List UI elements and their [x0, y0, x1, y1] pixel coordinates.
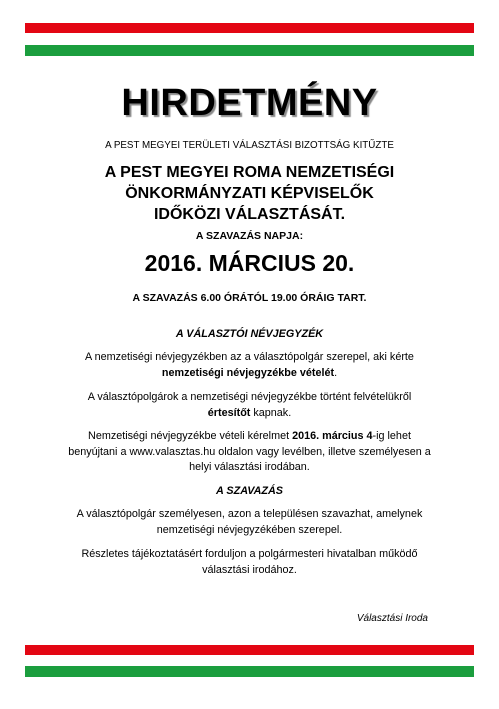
paragraph-line: A választópolgár személyesen, azon a településen szavazhat, amelynek — [76, 508, 423, 520]
election-name-line-2: ÖNKORMÁNYZATI KÉPVISELŐK — [125, 185, 374, 202]
paragraph-line: benyújtani a www.valasztas.hu oldalon vagy levélben, illetve személyesen a — [68, 445, 431, 458]
paragraph-line — [0, 405, 499, 421]
issuer-line: A PEST MEGYEI TERÜLETI VÁLASZTÁSI BIZOTTSÁG KITŰZTE — [105, 140, 394, 151]
paragraph-line — [0, 429, 499, 445]
paragraph-text: Nemzetiségi névjegyzékbe vételi kérelmet — [88, 430, 293, 442]
paragraph-line: nemzetiségi névjegyzékében szerepel. — [156, 524, 343, 536]
bottom-red-stripe — [25, 645, 474, 655]
paragraph-line — [0, 365, 499, 381]
emphasis-text: nemzetiségi névjegyzékbe vételét — [161, 367, 335, 379]
paragraph-text: -ig lehet — [372, 430, 411, 442]
signature: Választási Iroda — [356, 613, 428, 624]
register-paragraph-2 — [0, 389, 499, 421]
paragraph-line: Részletes tájékoztatásért forduljon a polgármesteri hivatalban működő — [81, 548, 418, 560]
paragraph-line: választási irodához. — [202, 564, 297, 576]
paragraph-text: . — [334, 367, 338, 379]
voting-date-label: A SZAVAZÁS NAPJA: — [195, 230, 304, 242]
deadline-date: 2016. március 4 — [292, 430, 373, 442]
voting-date: 2016. MÁRCIUS 20. — [144, 250, 355, 276]
voting-paragraph-2 — [0, 546, 499, 578]
paragraph-text: kapnak. — [250, 407, 292, 419]
top-red-stripe — [25, 23, 474, 33]
election-name-line-1: A PEST MEGYEI ROMA NEMZETISÉGI — [104, 164, 395, 181]
top-green-stripe — [25, 45, 474, 56]
paragraph-line: A választópolgárok a nemzetiségi névjegyzékbe történt felvételükről — [87, 391, 412, 403]
voting-hours: A SZAVAZÁS 6.00 ÓRÁTÓL 19.00 ÓRÁIG TART. — [132, 292, 367, 304]
notice-title: HIRDETMÉNY — [121, 82, 378, 124]
voting-section-heading: A SZAVAZÁS — [216, 485, 283, 497]
paragraph-line: helyi választási irodában. — [189, 461, 310, 473]
voting-paragraph-1 — [0, 506, 499, 538]
election-name — [0, 162, 499, 225]
register-section-heading: A VÁLASZTÓI NÉVJEGYZÉK — [175, 328, 324, 340]
election-name-line-3: IDŐKÖZI VÁLASZTÁSÁT. — [153, 206, 346, 223]
register-paragraph-1 — [0, 349, 499, 381]
bottom-green-stripe — [25, 666, 474, 677]
emphasis-text: értesítőt — [207, 407, 251, 419]
register-paragraph-3 — [0, 429, 499, 476]
paragraph-line: A nemzetiségi névjegyzékben az a választópolgár szerepel, aki kérte — [85, 351, 414, 363]
